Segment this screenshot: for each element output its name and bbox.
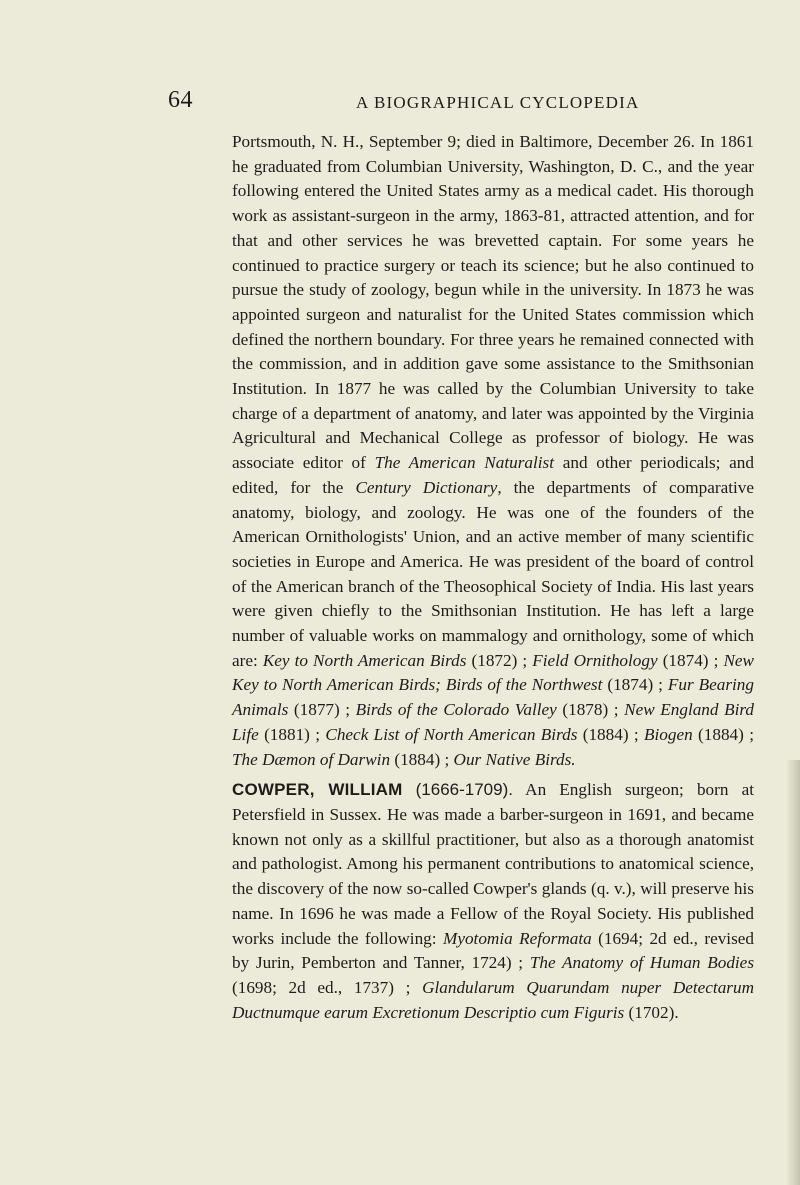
segment-italic: Birds of the Colorado Valley (355, 700, 557, 720)
page-header (0, 85, 800, 115)
segment-italic: Glandularum Quarundam nuper Detectarum Ductnumque earum Excretionum Descriptio cum Figuris (232, 977, 754, 1022)
segment-italic: The Anatomy of Human Bodies (529, 953, 755, 973)
segment-italic: New Key to North American Birds; Birds of the Northwest (232, 650, 754, 695)
segment: (1694; 2d ed., revised by Jurin, Pemberton and Tanner, 1724) ; (232, 928, 754, 973)
segment: (1874) ; (602, 675, 668, 695)
entry-dates: (1666-1709). (415, 780, 513, 800)
segment: (1702). (624, 1002, 679, 1022)
segment: (1698; 2d ed., 1737) ; (232, 977, 423, 997)
running-head: A BIOGRAPHICAL CYCLOPEDIA (356, 93, 640, 112)
segment: Portsmouth, N. H., September 9; died in Baltimore, December 26. In 1861 he graduated from Columbian University, Washington, D. C., and the year following entered the United States army as a medical cadet. His thorough work as assistant-surgeon in the army, 1863-81, attracted attention, and for that and other services he was brevetted captain. For some years he continued to practice surgery or teach its science; but he also continued to pursue the study of zoology, begun while in the university. In 1873 he was appointed surgeon and naturalist for the United States commission which defined the northern boundary. For three years he remained connected with the commission, and in addition gave some assistance to the Smithsonian Institution. In 1877 he was called by the Columbian University to take charge of a department of anatomy, and later was appointed by the Virginia Agricultural and Mechanical College as professor of biology. He was associate editor of (232, 132, 754, 473)
segment-italic: The American Naturalist (374, 453, 555, 473)
page-number: 64 (168, 87, 193, 113)
segment-italic: Key to North American Birds (262, 650, 467, 670)
body-text (232, 130, 754, 1031)
page-edge-shadow (786, 760, 800, 1185)
entry-cowper-william (232, 778, 754, 1025)
segment-italic: Our Native Birds. (453, 749, 576, 769)
segment-italic: Biogen (644, 724, 693, 744)
segment: (1881) ; (258, 724, 326, 744)
segment: (1877) ; (288, 700, 356, 720)
segment-italic: Field Ornithology (532, 650, 658, 670)
segment-italic: Myotomia Reformata (443, 928, 592, 948)
segment: and other periodicals; and edited, for the (232, 453, 754, 497)
segment: (1878) ; (556, 700, 625, 720)
segment-italic: Century Dictionary (355, 477, 498, 497)
segment-italic: New England Bird Life (232, 700, 754, 744)
segment: (1884) ; (390, 749, 454, 769)
segment-italic: Fur Bearing Animals (232, 675, 754, 720)
segment-italic: Check List of North American Birds (325, 724, 578, 744)
segment: (1872) ; (466, 650, 533, 670)
paragraph-continued (232, 130, 754, 772)
segment: (1884) ; (577, 724, 645, 744)
segment: , the departments of comparative anatomy, biology, and zoology. He was one of the founders of the American Ornithologists' Union, and an active member of many scientific societies in Europe and America. He was president of the board of control of the American branch of the Theosophical Society of India. His last years were given chiefly to the Smithsonian Institution. He has left a large number of valuable works on mammalogy and ornithology, some of which are: (232, 477, 754, 670)
segment: An English surgeon; born at Petersfield in Sussex. He was made a barber-surgeon in 1691, and became known not only as a skillful practitioner, but also as a thorough anatomist and pathologist. Among his permanent contributions to anatomical science, the discovery of the now so-called Cowper's glands (q. v.), will preserve his name. In 1696 he was made a Fellow of the Royal Society. His published works include the following: (232, 780, 754, 948)
entry-headword: COWPER, WILLIAM (232, 780, 403, 800)
segment: (1884) ; (692, 724, 754, 744)
segment: (1874) ; (657, 650, 724, 670)
segment-italic: The Dæmon of Darwin (232, 749, 391, 769)
